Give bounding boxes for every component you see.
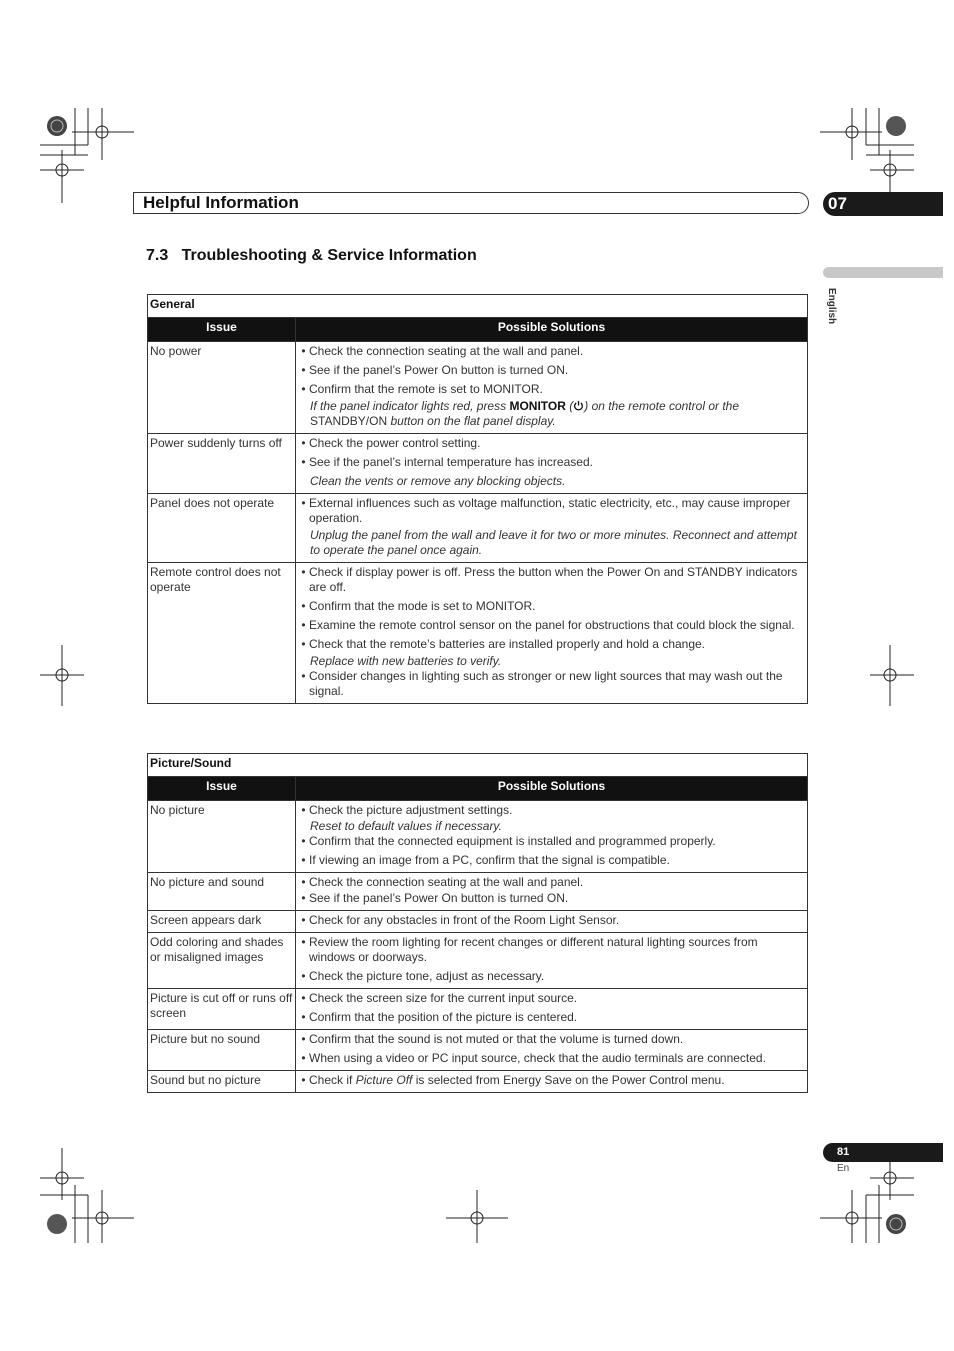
solution-item: When using a video or PC input source, check that the audio terminals are connected. (309, 1051, 766, 1065)
solution-item: Check for any obstacles in front of the Room Light Sensor. (309, 913, 620, 927)
solution-note: Clean the vents or remove any blocking objects. (310, 474, 566, 488)
solution-note: If the panel indicator lights red, press MONITOR ( ) on the remote control or the STANDBY/ON button on the flat panel display. (310, 399, 739, 428)
solutions-cell: • Check the connection seating at the wall and panel. • See if the panel’s Power On button is turned ON. (296, 873, 808, 911)
issue-cell: Power suddenly turns off (148, 434, 296, 494)
issue-cell: Picture is cut off or runs off screen (148, 989, 296, 1030)
solution-item: Check the picture adjustment settings. (309, 803, 513, 817)
issue-cell: Odd coloring and shades or misaligned images (148, 933, 296, 989)
solution-item: Check if Picture Off is selected from Energy Save on the Power Control menu. (309, 1073, 725, 1087)
issue-cell: Remote control does not operate (148, 563, 296, 704)
solution-note: Replace with new batteries to verify. (310, 654, 502, 668)
table-row (148, 434, 808, 494)
solutions-cell: • External influences such as voltage malfunction, static electricity, etc., may cause improper operation. Unplug the panel from the wall and leave it for two or more minutes. Reconnect and attempt to operate the panel once again. (296, 494, 808, 563)
header-title: Helpful Information (143, 193, 299, 212)
solutions-cell: • Check the picture adjustment settings. Reset to default values if necessary. • Confirm that the connected equipment is installed and programmed properly. • If viewing an image from a PC, confirm that the signal is compatible. (296, 801, 808, 873)
issue-cell: Sound but no picture (148, 1071, 296, 1093)
solutions-cell: • Check if Picture Off is selected from Energy Save on the Power Control menu. (296, 1071, 808, 1093)
solution-item: Confirm that the sound is not muted or that the volume is turned down. (309, 1032, 684, 1046)
language-label: English (826, 288, 837, 325)
monitor-key: MONITOR (509, 399, 566, 413)
solution-item: Confirm that the remote is set to MONITOR. (309, 382, 543, 396)
issue-cell: No picture and sound (148, 873, 296, 911)
table-row (148, 494, 808, 563)
issue-cell: Panel does not operate (148, 494, 296, 563)
table-row (148, 989, 808, 1030)
column-header-solutions: Possible Solutions (296, 318, 808, 342)
solutions-cell: • Check for any obstacles in front of the Room Light Sensor. (296, 911, 808, 933)
solution-note: Reset to default values if necessary. (310, 819, 502, 833)
solution-item: Examine the remote control sensor on the panel for obstructions that could block the signal. (309, 618, 795, 632)
solution-item: See if the panel’s Power On button is turned ON. (309, 363, 569, 377)
table-row (148, 911, 808, 933)
column-header-issue: Issue (148, 318, 296, 342)
solution-item: Check the power control setting. (309, 436, 481, 450)
solution-item: Review the room lighting for recent changes or different natural lighting sources from windows or doorways. (309, 935, 758, 964)
column-header-issue: Issue (148, 777, 296, 801)
table-row (148, 1030, 808, 1071)
solution-item: Confirm that the position of the picture is centered. (309, 1010, 578, 1024)
solution-item: Consider changes in lighting such as stronger or new light sources that may wash out the signal. (309, 669, 783, 698)
solution-item: External influences such as voltage malfunction, static electricity, etc., may cause improper operation. (309, 496, 791, 525)
issue-cell: No power (148, 342, 296, 434)
section-title: 7.3 Troubleshooting & Service Information (146, 247, 477, 264)
table-row (148, 342, 808, 434)
page-language: En (837, 1163, 850, 1174)
page-number: 81 (823, 1143, 943, 1162)
solution-item: Check if display power is off. Press the button when the Power On and STANDBY indicators are off. (309, 565, 798, 594)
solutions-cell: • Check the connection seating at the wall and panel. • See if the panel’s Power On button is turned ON. • Confirm that the remote is set to MONITOR. If the panel indicator lights red, press MONITOR ( ) on the remote control or the STANDBY/ON button on the flat panel display. (296, 342, 808, 434)
solutions-cell: • Check the screen size for the current input source. • Confirm that the position of the picture is centered. (296, 989, 808, 1030)
table-row (148, 933, 808, 989)
solution-item: Check the picture tone, adjust as necessary. (309, 969, 545, 983)
solution-item: See if the panel’s Power On button is turned ON. (309, 891, 569, 905)
solution-item: Check the connection seating at the wall and panel. (309, 344, 584, 358)
solution-item: Check the connection seating at the wall and panel. (309, 875, 584, 889)
table-caption: Picture/Sound (148, 754, 808, 777)
solution-item: See if the panel’s internal temperature has increased. (309, 455, 593, 469)
table-row (148, 1071, 808, 1093)
solutions-cell: • Review the room lighting for recent changes or different natural lighting sources from windows or doorways. • Check the picture tone, adjust as necessary. (296, 933, 808, 989)
solution-item: Check the screen size for the current input source. (309, 991, 578, 1005)
table-caption: General (148, 295, 808, 318)
issue-cell: Picture but no sound (148, 1030, 296, 1071)
language-tab (823, 267, 943, 278)
solution-item: Check that the remote’s batteries are installed properly and hold a change. (309, 637, 706, 651)
column-header-solutions: Possible Solutions (296, 777, 808, 801)
solutions-cell: • Check if display power is off. Press the button when the Power On and STANDBY indicators are off. • Confirm that the mode is set to MONITOR. • Examine the remote control sensor on the panel for obstructions that could block the signal. • Check that the remote’s batteries are installed properly and hold a change. Replace with new batteries to verify. • Consider changes in lighting such as stronger or new light sources that may wash out the signal. (296, 563, 808, 704)
table-row (148, 801, 808, 873)
solution-item: Confirm that the mode is set to MONITOR. (309, 599, 536, 613)
solutions-cell: • Check the power control setting. • See if the panel’s internal temperature has increased. Clean the vents or remove any blocking objects. (296, 434, 808, 494)
picture-sound-table (147, 753, 808, 1093)
chapter-number: 07 (823, 192, 943, 216)
issue-cell: No picture (148, 801, 296, 873)
table-row (148, 563, 808, 704)
table-row (148, 873, 808, 911)
solution-item: Confirm that the connected equipment is installed and programmed properly. (309, 834, 716, 848)
power-icon (573, 400, 584, 411)
solution-item: If viewing an image from a PC, confirm that the signal is compatible. (309, 853, 670, 867)
issue-cell: Screen appears dark (148, 911, 296, 933)
solution-note: Unplug the panel from the wall and leave it for two or more minutes. Reconnect and attempt to operate the panel once again. (310, 528, 797, 557)
solutions-cell: • Confirm that the sound is not muted or that the volume is turned down. • When using a video or PC input source, check that the audio terminals are connected. (296, 1030, 808, 1071)
general-table (147, 294, 808, 704)
